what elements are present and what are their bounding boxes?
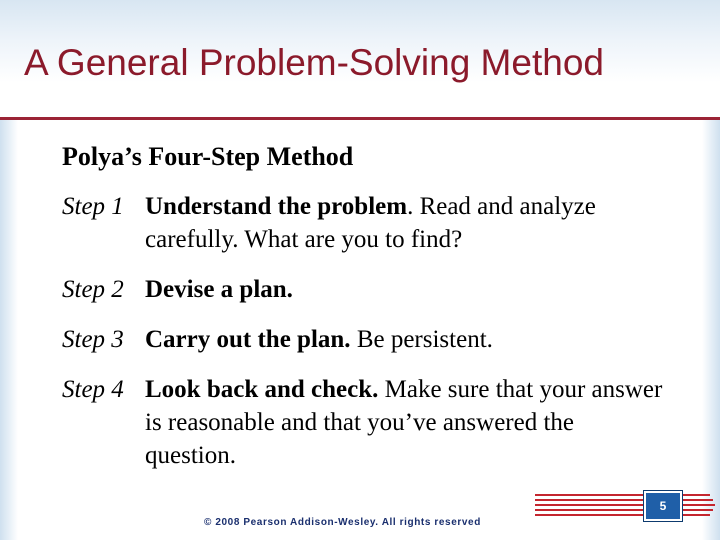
step-title: Devise a plan. <box>145 276 293 303</box>
slide-content <box>62 140 702 489</box>
method-heading: Polya’s Four-Step Method <box>62 142 354 171</box>
footer-stripe <box>535 514 710 516</box>
footer-stripe <box>535 499 713 501</box>
step-body <box>145 323 665 356</box>
step-1 <box>62 190 702 256</box>
footer-stripe <box>535 504 715 506</box>
step-label: Step 1 <box>62 193 124 220</box>
step-label: Step 2 <box>62 276 124 303</box>
copyright-notice: © 2008 Pearson Addison-Wesley. All rights reserved <box>204 517 481 528</box>
step-body <box>145 190 665 256</box>
step-label: Step 3 <box>62 326 124 353</box>
step-2 <box>62 273 702 306</box>
step-text: Make sure that your answer is reasonable and that you’ve answered the question. <box>145 376 663 469</box>
step-4 <box>62 373 702 472</box>
step-title: Understand the problem <box>145 193 408 220</box>
footer-stripe <box>535 509 713 511</box>
step-body <box>145 273 665 306</box>
step-title: Look back and check. <box>145 376 379 403</box>
step-text: . Read and analyze carefully. What are you to find? <box>145 193 596 253</box>
step-body <box>145 373 665 472</box>
page-number-badge: 5 <box>644 491 682 521</box>
slide-title: A General Problem-Solving Method <box>24 42 604 83</box>
step-title: Carry out the plan. <box>145 326 351 353</box>
footer-stripes <box>535 492 715 522</box>
title-divider <box>0 117 720 120</box>
step-text: Be persistent. <box>350 326 493 353</box>
step-label: Step 4 <box>62 376 124 403</box>
footer-stripe <box>535 494 710 496</box>
step-3 <box>62 323 702 356</box>
